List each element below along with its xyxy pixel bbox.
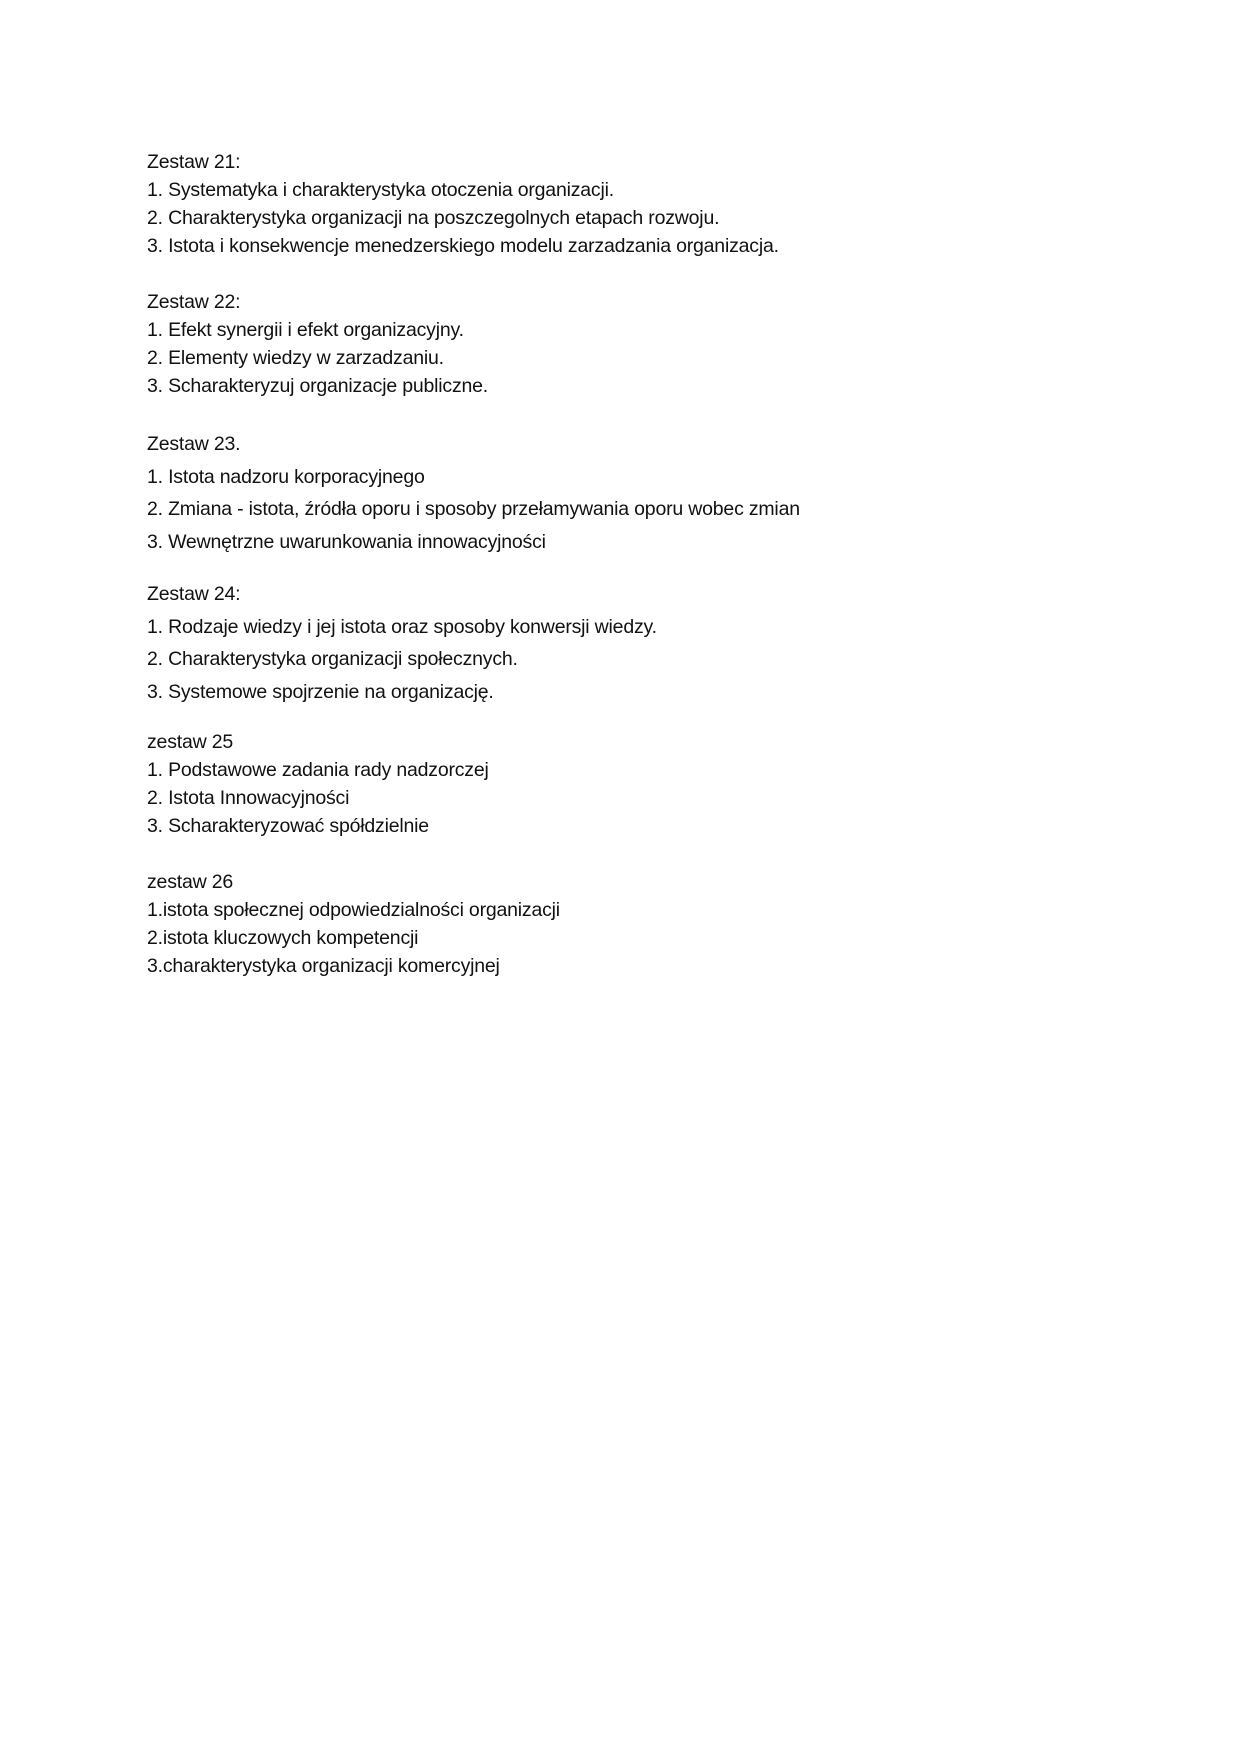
set-item: 2. Elementy wiedzy w zarzadzaniu. bbox=[147, 347, 444, 369]
set-item: 3. Scharakteryzuj organizacje publiczne. bbox=[147, 375, 489, 397]
set-item: 2.istota kluczowych kompetencji bbox=[147, 927, 419, 949]
spacer bbox=[147, 708, 1147, 728]
set-item: 3. Istota i konsekwencje menedzerskiego modelu zarzadzania organizacja. bbox=[147, 235, 779, 257]
spacer bbox=[147, 840, 1147, 868]
set-item: 2. Charakterystyka organizacji na poszczegolnych etapach rozwoju. bbox=[147, 207, 720, 229]
set-item: 1. Systematyka i charakterystyka otoczenia organizacji. bbox=[147, 179, 614, 201]
set-item: 1. Istota nadzoru korporacyjnego bbox=[147, 465, 425, 488]
set-item: 1. Podstawowe zadania rady nadzorczej bbox=[147, 759, 489, 781]
set-24 bbox=[147, 578, 1147, 708]
spacer bbox=[147, 260, 1147, 288]
set-item: 2. Istota Innowacyjności bbox=[147, 787, 350, 809]
spacer bbox=[147, 400, 1147, 428]
set-title: zestaw 25 bbox=[147, 731, 233, 753]
document-content bbox=[147, 148, 1147, 980]
set-item: 2. Zmiana - istota, źródła oporu i sposoby przełamywania oporu wobec zmian bbox=[147, 498, 800, 520]
set-title: zestaw 26 bbox=[147, 871, 233, 893]
set-26 bbox=[147, 868, 1147, 980]
spacer bbox=[147, 558, 1147, 578]
set-22 bbox=[147, 288, 1147, 400]
set-21 bbox=[147, 148, 1147, 260]
set-item: 3. Wewnętrzne uwarunkowania innowacyjności bbox=[147, 530, 546, 553]
set-25 bbox=[147, 728, 1147, 840]
set-item: 1. Rodzaje wiedzy i jej istota oraz sposoby konwersji wiedzy. bbox=[147, 615, 657, 638]
set-item: 3. Scharakteryzować spółdzielnie bbox=[147, 815, 429, 837]
set-23 bbox=[147, 428, 1147, 558]
set-item: 1.istota społecznej odpowiedzialności organizacji bbox=[147, 899, 560, 921]
set-item: 2. Charakterystyka organizacji społecznych. bbox=[147, 648, 518, 670]
set-item: 3. Systemowe spojrzenie na organizację. bbox=[147, 680, 494, 703]
set-title: Zestaw 23. bbox=[147, 433, 241, 455]
set-title: Zestaw 21: bbox=[147, 151, 241, 173]
set-title: Zestaw 24: bbox=[147, 583, 241, 605]
set-title: Zestaw 22: bbox=[147, 291, 241, 313]
set-item: 3.charakterystyka organizacji komercyjnej bbox=[147, 955, 500, 977]
set-item: 1. Efekt synergii i efekt organizacyjny. bbox=[147, 319, 464, 341]
